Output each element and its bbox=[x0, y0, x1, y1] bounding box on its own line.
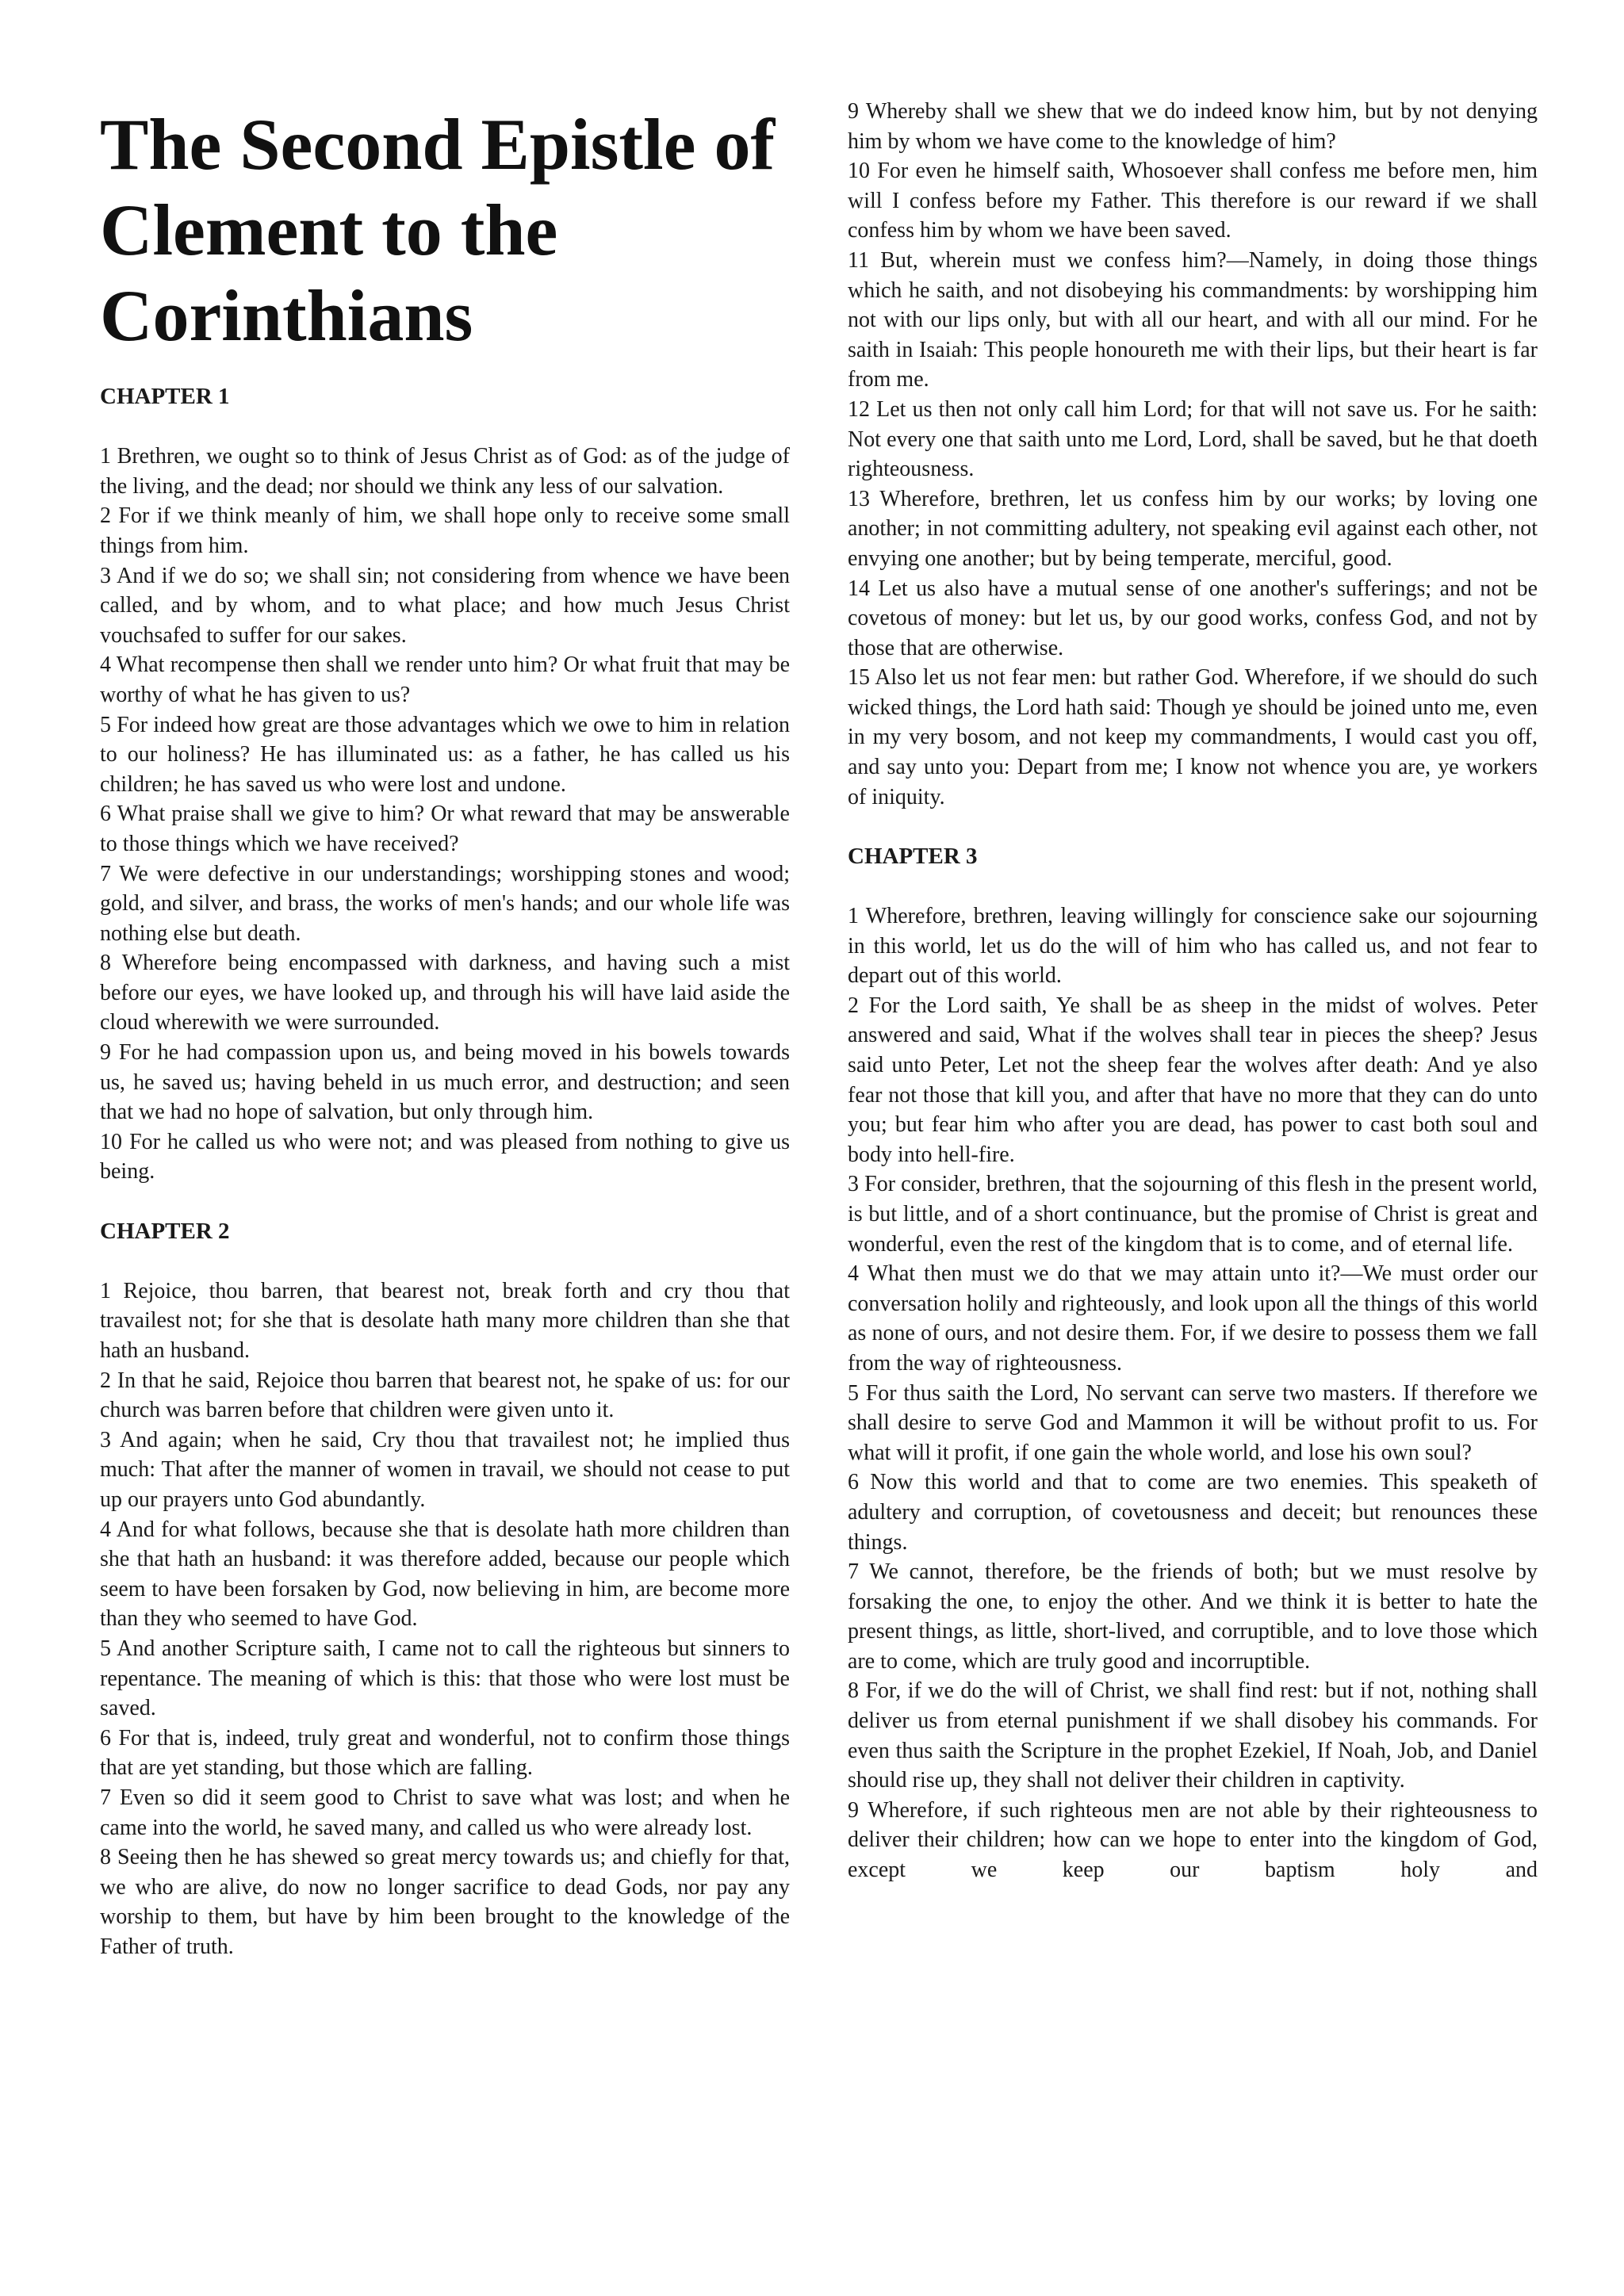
verse: 5 For thus saith the Lord, No servant can serve two masters. If therefore we shall desire to serve God and Mammon it will be without profit to us. For what will it profit, if one gain the whole world, and lose his own soul? bbox=[848, 1380, 1538, 1465]
verse: 6 Now this world and that to come are two enemies. This speaketh of adultery and corruption, of covetousness and deceit; but renounces these things. bbox=[848, 1470, 1538, 1555]
verse: 6 What praise shall we give to him? Or what reward that may be answerable to those things which we have received? bbox=[100, 802, 790, 856]
verse: 2 In that he said, Rejoice thou barren that bearest not, he spake of us: for our church was barren before that children were given unto it. bbox=[100, 1368, 790, 1423]
verse: 1 Rejoice, thou barren, that bearest not, break forth and cry thou that travailest not; for she that is desolate hath many more children than she that hath an husband. bbox=[100, 1278, 790, 1363]
verse: 7 Even so did it seem good to Christ to save what was lost; and when he came into the world, he saved many, and called us who were already lost. bbox=[100, 1785, 790, 1840]
verse: 7 We were defective in our understandings; worshipping stones and wood; gold, and silver, and brass, the works of men's hands; and our whole life was nothing else but death. bbox=[100, 861, 790, 946]
verse: 7 We cannot, therefore, be the friends of both; but we must resolve by forsaking the one, to enjoy the other. And we think it is better to hate the present things, as little, short-lived, and corruptible, and to love those which are to come, which are truly good and incorruptible. bbox=[848, 1559, 1538, 1674]
verse: 8 For, if we do the will of Christ, we shall find rest: but if not, nothing shall deliver us from eternal punishment if we shall disobey his commands. For even thus saith the Scripture in the prophet Ezekiel, If Noah, Job, and Daniel should rise up, they shall not deliver their children in captivity. bbox=[848, 1678, 1538, 1793]
chapter-2-continued bbox=[848, 97, 1538, 812]
chapter-heading: CHAPTER 1 bbox=[100, 384, 230, 409]
verse: 6 For that is, indeed, truly great and wonderful, not to confirm those things that are yet standing, but those which are falling. bbox=[100, 1725, 790, 1781]
verse: 5 For indeed how great are those advantages which we owe to him in relation to our holiness? He has illuminated us: as a father, he has called us his children; he has saved us who were lost and undone. bbox=[100, 712, 790, 797]
verse: 4 What recompense then shall we render unto him? Or what fruit that may be worthy of what he has given to us? bbox=[100, 652, 790, 707]
verse: 4 What then must we do that we may attain unto it?—We must order our conversation holily and righteously, and look upon all the things of this world as none of ours, and not desire them. For, if we desire to possess them we fall from the way of righteousness. bbox=[848, 1261, 1538, 1376]
verse: 2 For the Lord saith, Ye shall be as sheep in the midst of wolves. Peter answered and said, What if the wolves shall tear in pieces the sheep? Jesus said unto Peter, Let not the sheep fear the wolves after death: And ye also fear not those that kill you, and after that have no more that they can do unto you; but fear him who after you are dead, has power to cast both soul and body into hell-fire. bbox=[848, 993, 1538, 1167]
chapter-1 bbox=[100, 382, 790, 1187]
verse: 14 Let us also have a mutual sense of one another's sufferings; and not be covetous of money: but let us, by our good works, confess God, and not by those that are otherwise. bbox=[848, 576, 1538, 660]
verse: 1 Wherefore, brethren, leaving willingly for conscience sake our sojourning in this world, let us do the will of him who has called us, and not fear to depart out of this world. bbox=[848, 904, 1538, 989]
verse: 9 Whereby shall we shew that we do indeed know him, but by not denying him by whom we have come to the knowledge of him? bbox=[848, 99, 1538, 154]
document-title: The Second Epistle of Clement to the Corinthians bbox=[100, 104, 776, 356]
right-column bbox=[848, 97, 1538, 1915]
verse: 2 For if we think meanly of him, we shall hope only to receive some small things from him. bbox=[100, 503, 790, 558]
verse: 1 Brethren, we ought so to think of Jesus Christ as of God: as of the judge of the living, and the dead; nor should we think any less of our salvation. bbox=[100, 444, 790, 499]
chapter-heading: CHAPTER 2 bbox=[100, 1218, 230, 1244]
chapter-3 bbox=[848, 842, 1538, 1885]
verse: 5 And another Scripture saith, I came not to call the righteous but sinners to repentance. The meaning of which is this: that those who were lost must be saved. bbox=[100, 1636, 790, 1721]
verse: 11 But, wherein must we confess him?—Namely, in doing those things which he saith, and not disobeying his commandments: by worshipping him not with our lips only, but with all our heart, and with all our mind. For he saith in Isaiah: This people honoureth me with their lips, but their heart is far from me. bbox=[848, 247, 1538, 392]
verse: 15 Also let us not fear men: but rather God. Wherefore, if we should do such wicked things, the Lord hath said: Though ye should be joined unto me, even in my very bosom, and not keep my commandments, I would cast you off, and say unto you: Depart from me; I know not whence you are, ye workers of iniquity. bbox=[848, 665, 1538, 809]
verse: 10 For even he himself saith, Whosoever shall confess me before men, him will I confess before my Father. This therefore is our reward if we shall confess him by whom we have been saved. bbox=[848, 159, 1538, 243]
verse: 3 For consider, brethren, that the sojourning of this flesh in the present world, is but little, and of a short continuance, but the promise of Christ is great and wonderful, even the rest of the kingdom that is to come, and of eternal life. bbox=[848, 1172, 1538, 1257]
verse: 8 Seeing then he has shewed so great mercy towards us; and chiefly for that, we who are alive, do now no longer sacrifice to dead Gods, nor pay any worship to them, but have by him been brought to the knowledge of the Father of truth. bbox=[100, 1845, 790, 1959]
chapter-heading: CHAPTER 3 bbox=[848, 843, 978, 869]
verse: 8 Wherefore being encompassed with darkness, and having such a mist before our eyes, we have looked up, and through his will have laid aside the cloud wherewith we were surrounded. bbox=[100, 951, 790, 1035]
verse: 9 Wherefore, if such righteous men are not able by their righteousness to deliver their children; how can we hope to enter into the kingdom of God, except we keep our baptism holy and bbox=[848, 1797, 1538, 1883]
left-column bbox=[100, 101, 790, 1992]
verse: 3 And if we do so; we shall sin; not considering from whence we have been called, and by whom, and to what place; and how much Jesus Christ vouchsafed to suffer for our sakes. bbox=[100, 563, 790, 648]
verse: 13 Wherefore, brethren, let us confess him by our works; by loving one another; in not committing adultery, not speaking evil against each other, not envying one another; but by being temperate, merciful, good. bbox=[848, 486, 1538, 571]
verse: 9 For he had compassion upon us, and being moved in his bowels towards us, he saved us; having beheld in us much error, and destruction; and seen that we had no hope of salvation, but only through him. bbox=[100, 1040, 790, 1125]
verse: 12 Let us then not only call him Lord; for that will not save us. For he saith: Not every one that saith unto me Lord, Lord, shall be saved, but he that doeth righteousness. bbox=[848, 396, 1538, 482]
verse: 4 And for what follows, because she that is desolate hath more children than she that hath an husband: it was therefore added, because our people which seem to have been forsaken by God, now believing in him, are become more than they who seemed to have God. bbox=[100, 1517, 790, 1632]
chapter-2 bbox=[100, 1217, 790, 1962]
verse: 10 For he called us who were not; and was pleased from nothing to give us being. bbox=[100, 1129, 790, 1184]
verse: 3 And again; when he said, Cry thou that travailest not; he implied thus much: That after the manner of women in travail, we should not cease to put up our prayers unto God abundantly. bbox=[100, 1427, 790, 1512]
